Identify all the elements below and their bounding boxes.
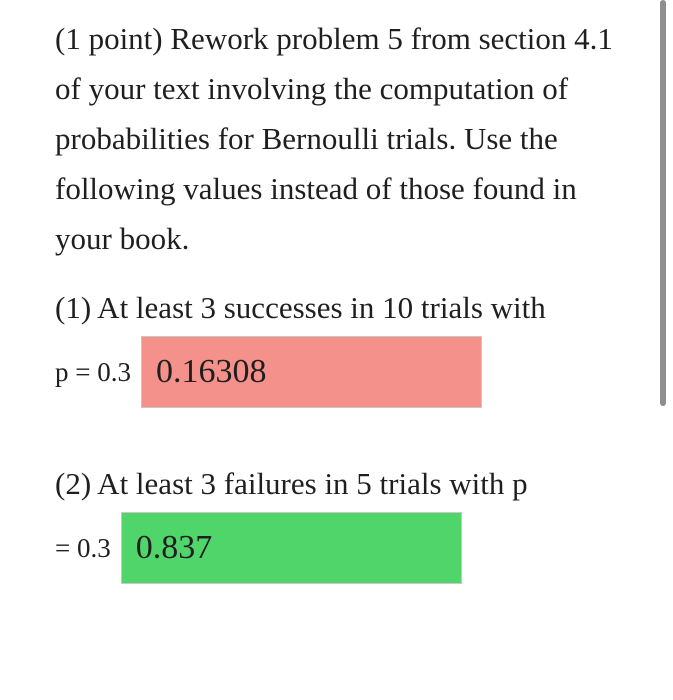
part-1-answer-row (55, 333, 615, 411)
part-2-answer-label: = 0.3 (55, 533, 111, 563)
part-1-question: (1) At least 3 successes in 10 trials with (55, 290, 546, 325)
part-2-answer-input[interactable]: 0.837 (121, 512, 462, 584)
part-2-answer-row (55, 509, 615, 587)
problem-content (55, 14, 615, 587)
part-2-question: (2) At least 3 failures in 5 trials with p (55, 466, 528, 501)
part-1 (55, 283, 615, 411)
part-1-answer-input[interactable]: 0.16308 (141, 336, 482, 408)
part-2 (55, 459, 615, 587)
problem-intro: (1 point) Rework problem 5 from section 4.1 of your text involving the computation of probabilities for Bernoulli trials. Use the following values instead of those found in your book. (55, 21, 613, 256)
vertical-scrollbar[interactable] (660, 0, 666, 406)
part-1-answer-label: p = 0.3 (55, 357, 131, 387)
